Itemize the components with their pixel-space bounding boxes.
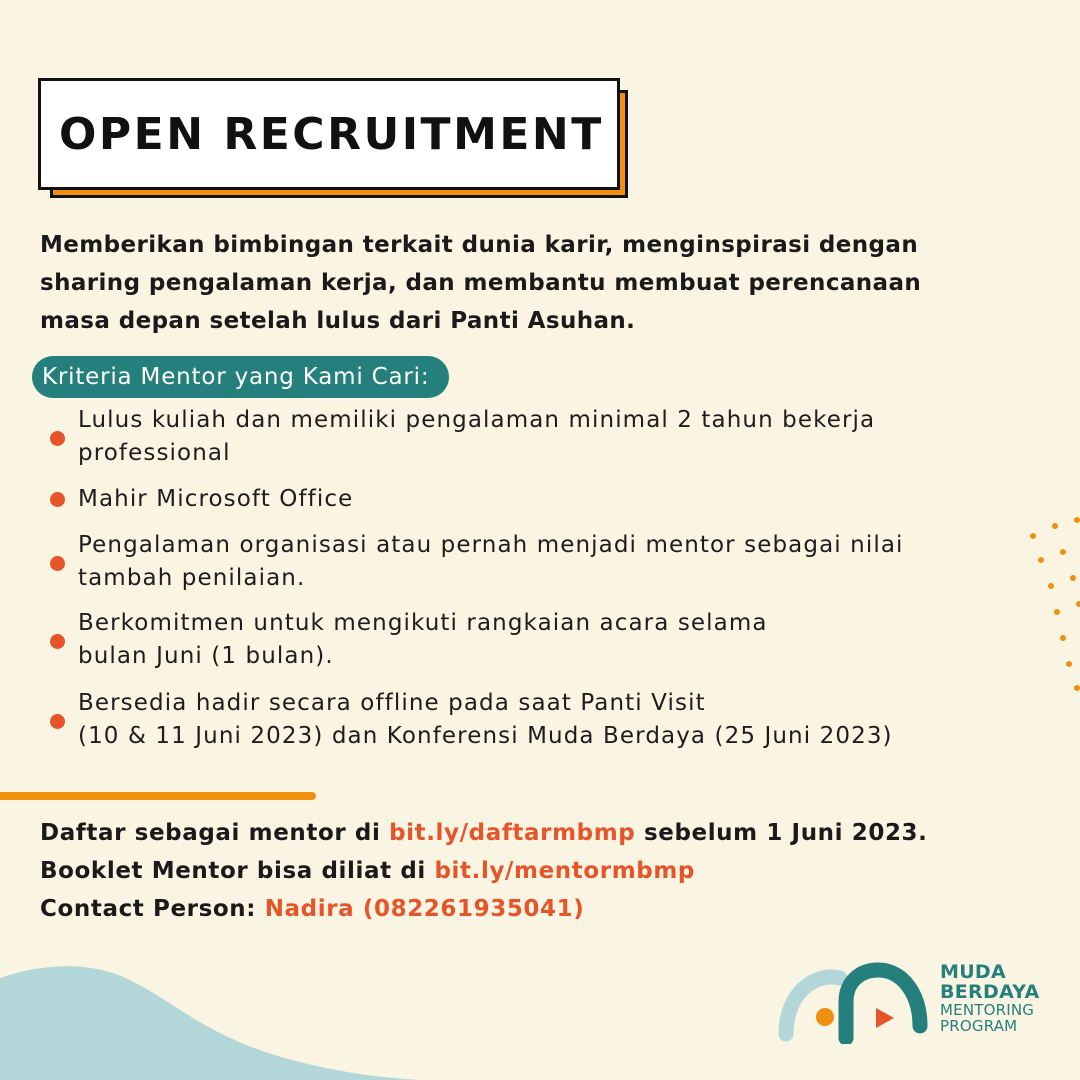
wave-decoration bbox=[0, 960, 420, 1080]
criteria-heading-pill: Kriteria Mentor yang Kami Cari: bbox=[32, 356, 449, 398]
booklet-line bbox=[40, 852, 928, 890]
list-item-line: (10 & 11 Juni 2023) dan Konferensi Muda Berdaya (25 Juni 2023) bbox=[78, 723, 893, 749]
contact-person-line bbox=[40, 890, 928, 928]
decor-dot bbox=[1048, 583, 1054, 589]
logo-line-berdaya: BERDAYA bbox=[940, 981, 1040, 1003]
decor-dot bbox=[1060, 635, 1066, 641]
register-line bbox=[40, 814, 928, 852]
decor-dot bbox=[1030, 533, 1036, 539]
title-banner-box bbox=[38, 78, 620, 190]
decor-dot bbox=[1060, 549, 1066, 555]
contact-block bbox=[40, 814, 928, 928]
booklet-link[interactable]: bit.ly/mentormbmp bbox=[434, 858, 695, 884]
intro-line: Memberikan bimbingan terkait dunia karir, menginspirasi dengan bbox=[40, 232, 919, 258]
intro-line: masa depan setelah lulus dari Panti Asuhan. bbox=[40, 308, 636, 334]
list-item-line: Bersedia hadir secara offline pada saat Panti Visit bbox=[78, 690, 706, 716]
logo-line-muda: MUDA bbox=[940, 961, 1007, 983]
list-item-line: professional bbox=[78, 440, 231, 466]
bullet-dot-icon bbox=[50, 714, 65, 729]
list-item-line: Pengalaman organisasi atau pernah menjadi mentor sebagai nilai bbox=[78, 532, 904, 558]
bullet-dot-icon bbox=[50, 492, 65, 507]
logo-line-program: PROGRAM bbox=[940, 1017, 1018, 1035]
list-item bbox=[48, 607, 1008, 687]
contact-person-value: Nadira (082261935041) bbox=[264, 896, 585, 922]
booklet-prefix: Booklet Mentor bisa diliat di bbox=[40, 858, 435, 884]
register-suffix: sebelum 1 Juni 2023. bbox=[635, 820, 928, 846]
logo-line-mentoring: MENTORING bbox=[940, 1001, 1035, 1019]
decor-dot bbox=[1074, 685, 1080, 691]
list-item bbox=[48, 687, 1008, 757]
list-item-line: Mahir Microsoft Office bbox=[78, 486, 354, 512]
list-item-line: bulan Juni (1 bulan). bbox=[78, 643, 334, 669]
register-link[interactable]: bit.ly/daftarmbmp bbox=[389, 820, 636, 846]
list-item bbox=[48, 529, 1008, 607]
contact-person-label: Contact Person: bbox=[40, 896, 265, 922]
bullet-dot-icon bbox=[50, 634, 65, 649]
intro-paragraph bbox=[40, 226, 1030, 340]
decor-dot bbox=[1074, 517, 1080, 523]
register-prefix: Daftar sebagai mentor di bbox=[40, 820, 390, 846]
list-item bbox=[48, 404, 1008, 474]
decor-dot bbox=[1038, 557, 1044, 563]
bullet-dot-icon bbox=[50, 556, 65, 571]
bullet-dot-icon bbox=[50, 431, 65, 446]
list-item-line: tambah penilaian. bbox=[78, 565, 306, 591]
list-item bbox=[48, 483, 1008, 529]
criteria-list bbox=[48, 404, 1008, 757]
intro-line: sharing pengalaman kerja, dan membantu membuat perencanaan bbox=[40, 270, 922, 296]
muda-berdaya-logo-icon bbox=[778, 962, 928, 1044]
list-item-line: Berkomitmen untuk mengikuti rangkaian acara selama bbox=[78, 610, 768, 636]
title-banner bbox=[38, 78, 634, 204]
logo-wordmark bbox=[940, 962, 1040, 1034]
orange-divider bbox=[0, 792, 316, 800]
decor-dot bbox=[1052, 523, 1058, 529]
decor-dot bbox=[1070, 575, 1076, 581]
decor-dot bbox=[1076, 601, 1080, 607]
list-item-line: Lulus kuliah dan memiliki pengalaman minimal 2 tahun bekerja bbox=[78, 407, 876, 433]
decor-dot bbox=[1066, 661, 1072, 667]
decor-dot bbox=[1054, 609, 1060, 615]
page-title: OPEN RECRUITMENT bbox=[59, 108, 604, 160]
